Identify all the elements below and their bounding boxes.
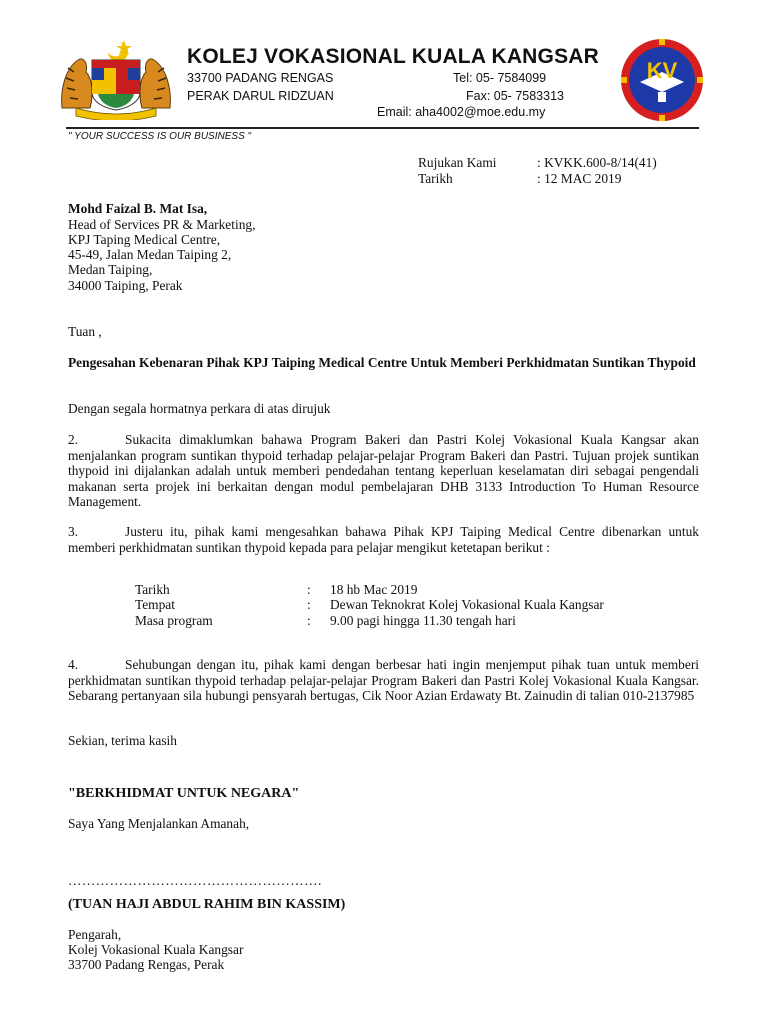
sign-off: Saya Yang Menjalankan Amanah, — [68, 816, 250, 831]
date-label: Tarikh — [418, 171, 453, 186]
address-line-2: PERAK DARUL RIDZUAN — [187, 89, 334, 103]
kv-college-logo — [620, 38, 704, 122]
email: Email: aha4002@moe.edu.my — [377, 105, 546, 119]
detail-colon: : — [307, 582, 311, 597]
detail-colon: : — [307, 597, 311, 612]
motto: "BERKHIDMAT UNTUK NEGARA" — [68, 786, 300, 801]
recipient-line: KPJ Taping Medical Centre, — [68, 232, 221, 247]
recipient-line: 45-49, Jalan Medan Taiping 2, — [68, 247, 232, 262]
college-name: KOLEJ VOKASIONAL KUALA KANGSAR — [187, 45, 600, 68]
subject-line: Pengesahan Kebenaran Pihak KPJ Taiping Medical Centre Untuk Memberi Perkhidmatan Suntikan Thypoid — [68, 355, 696, 370]
paragraph-4 — [68, 657, 699, 704]
address-line-1: 33700 PADANG RENGAS — [187, 71, 334, 85]
paragraph-2 — [68, 432, 699, 510]
tagline: " YOUR SUCCESS IS OUR BUSINESS " — [68, 131, 252, 142]
paragraph-text: Justeru itu, pihak kami mengesahkan bahawa Pihak KPJ Taiping Medical Centre dibenarkan untuk memberi perkhidmatan suntikan thypoid kepada para pelajar mengikut ketetapan berikut : — [68, 524, 699, 555]
recipient-line: 34000 Taiping, Perak — [68, 278, 183, 293]
detail-value: Dewan Teknokrat Kolej Vokasional Kuala Kangsar — [330, 597, 604, 612]
closing-line: Sekian, terima kasih — [68, 733, 177, 748]
telephone: Tel: 05- 7584099 — [453, 71, 547, 85]
detail-value: 18 hb Mac 2019 — [330, 582, 418, 597]
kv-logo-text: KV — [646, 58, 678, 83]
signer-title: Pengarah, — [68, 927, 122, 942]
detail-label: Tarikh — [135, 582, 170, 597]
reference-label: Rujukan Kami — [418, 155, 497, 170]
paragraph-number: 3. — [68, 524, 79, 539]
coat-of-arms-logo — [58, 38, 174, 120]
paragraph-number: 2. — [68, 432, 79, 447]
recipient-line: Medan Taiping, — [68, 262, 153, 277]
detail-value: 9.00 pagi hingga 11.30 tengah hari — [330, 613, 516, 628]
paragraph-text: Sehubungan dengan itu, pihak kami dengan berbesar hati ingin menjemput pihak tuan untuk memberi perkhidmatan suntikan thypoid terhadap pelajar-pelajar Program Bakeri dan Pastri Kolej Vokasional Kuala Kangsar. Sebarang pertanyaan sila hubungi pensyarah bertugas, Cik Noor Azian Erdawaty Bt. Zainudin di talian 010-2137985 — [68, 657, 699, 703]
header-divider — [66, 127, 699, 129]
opening-line: Dengan segala hormatnya perkara di atas dirujuk — [68, 401, 331, 416]
detail-label: Tempat — [135, 597, 175, 612]
date-value: : 12 MAC 2019 — [537, 171, 622, 186]
paragraph-text: Sukacita dimaklumkan bahawa Program Bakeri dan Pastri Kolej Vokasional Kuala Kangsar akan menjalankan program suntikan thypoid terhadap pelajar-pelajar Program Bakeri dan Pastri. Tujuan projek suntikan thypoid ini dijalankan adalah untuk memberi pendedahan tentang keperluan keselamatan diri sebagai pengendali makanan serta projek ini berkaitan dengan modul pembelajaran DHB 3133 Introduction To Human Resource Management. — [68, 432, 699, 509]
signature-line: ………………………………………………. — [68, 873, 322, 888]
recipient-name: Mohd Faizal B. Mat Isa, — [68, 201, 208, 216]
fax: Fax: 05- 7583313 — [466, 89, 564, 103]
detail-label: Masa program — [135, 613, 213, 628]
reference-value: : KVKK.600-8/14(41) — [537, 155, 657, 170]
paragraph-number: 4. — [68, 657, 79, 672]
signer-name: (TUAN HAJI ABDUL RAHIM BIN KASSIM) — [68, 897, 346, 912]
signer-organization: Kolej Vokasional Kuala Kangsar — [68, 942, 244, 957]
detail-colon: : — [307, 613, 311, 628]
salutation: Tuan , — [68, 324, 102, 339]
signer-address: 33700 Padang Rengas, Perak — [68, 957, 225, 972]
paragraph-3 — [68, 524, 699, 555]
recipient-line: Head of Services PR & Marketing, — [68, 217, 256, 232]
